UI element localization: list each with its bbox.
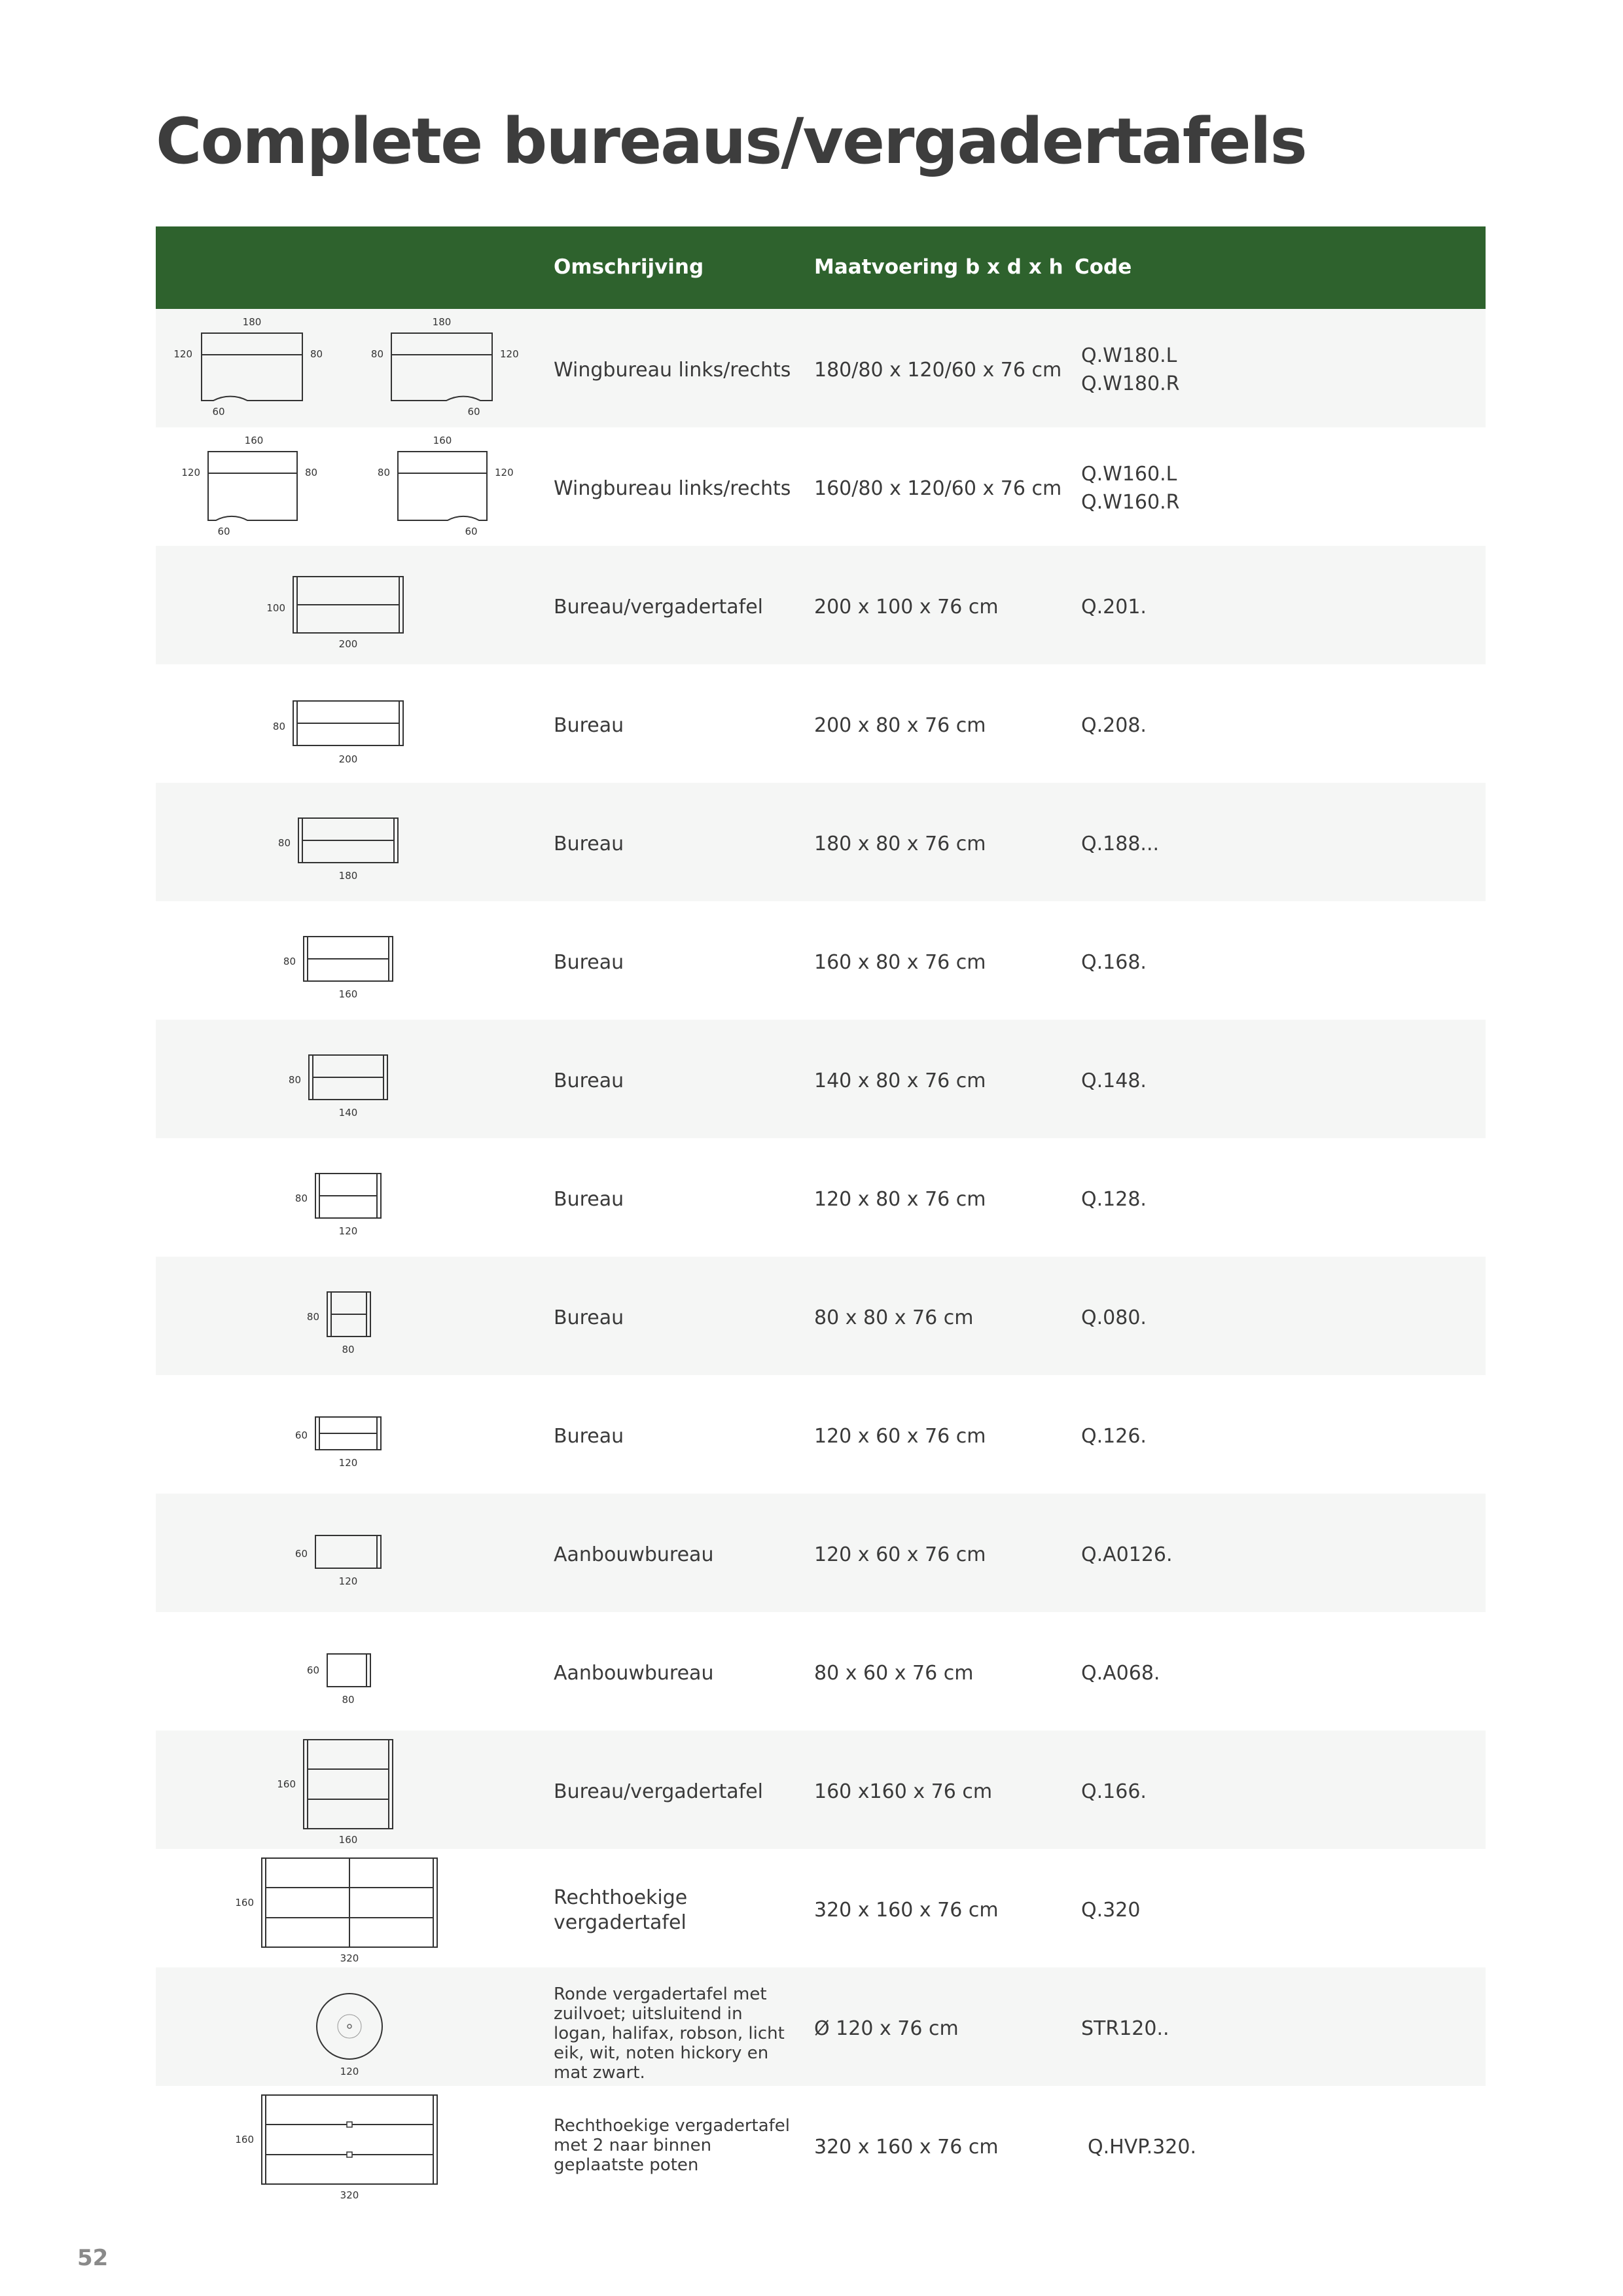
row-code: Q.A068.	[1081, 1662, 1160, 1685]
table-row	[156, 1731, 1486, 1849]
desk-drawing	[156, 1731, 509, 1849]
table-row	[156, 546, 1486, 664]
row-code: Q.W180.L	[1081, 344, 1177, 367]
page-number: 52	[77, 2245, 109, 2271]
dim-label: 120	[338, 1575, 358, 1587]
product-table	[156, 226, 1486, 2204]
dim-label: 80	[277, 837, 291, 849]
row-description: Ronde vergadertafel met zuilvoet; uitsluitend in logan, halifax, robson, licht eik, wit, noten hickory en mat zwart.	[554, 1984, 785, 2083]
dim-label: 60	[212, 406, 225, 418]
table-header	[156, 226, 1486, 309]
table-row	[156, 664, 1486, 783]
row-dimensions: 320 x 160 x 76 cm	[814, 2136, 999, 2159]
dim-label: 80	[283, 956, 296, 967]
dim-label: 320	[340, 1952, 359, 1964]
dim-label: 120	[181, 467, 200, 478]
conference-table-drawing	[156, 2086, 509, 2204]
row-description: Wingbureau links/rechts	[554, 359, 791, 382]
dim-label: 120	[495, 467, 514, 478]
desk-drawing	[156, 1257, 509, 1375]
row-dimensions: 80 x 80 x 76 cm	[814, 1306, 974, 1329]
header-description: Omschrijving	[554, 255, 704, 279]
row-dimensions: 120 x 80 x 76 cm	[814, 1188, 986, 1211]
dim-label: 80	[370, 348, 383, 360]
row-code: Q.A0126.	[1081, 1543, 1173, 1566]
row-dimensions: 120 x 60 x 76 cm	[814, 1543, 986, 1566]
dim-label: 160	[433, 435, 452, 446]
desk-drawing	[156, 1494, 509, 1612]
dim-label: 60	[217, 526, 230, 537]
row-description: Bureau	[554, 1069, 624, 1092]
desk-drawing	[156, 1375, 509, 1494]
row-dimensions: 320 x 160 x 76 cm	[814, 1899, 999, 1922]
desk-drawing	[156, 1020, 509, 1138]
row-code: Q.320	[1081, 1899, 1141, 1922]
row-code: Q.W180.R	[1081, 372, 1180, 395]
row-code: Q.166.	[1081, 1780, 1147, 1803]
table-row	[156, 901, 1486, 1020]
row-description: Wingbureau links/rechts	[554, 477, 791, 500]
dim-label: 80	[294, 1193, 308, 1204]
row-dimensions: 160 x160 x 76 cm	[814, 1780, 993, 1803]
dim-label: 80	[305, 467, 318, 478]
dim-label: 120	[173, 348, 192, 360]
conference-table-drawing	[156, 1849, 509, 1967]
row-code: Q.128.	[1081, 1188, 1147, 1211]
desk-drawing	[156, 783, 509, 901]
row-dimensions: 80 x 60 x 76 cm	[814, 1662, 974, 1685]
table-row	[156, 1494, 1486, 1612]
header-code: Code	[1075, 255, 1132, 279]
dim-label: 180	[338, 870, 358, 882]
dim-label: 160	[338, 1834, 358, 1846]
row-code: Q.080.	[1081, 1306, 1147, 1329]
dim-label: 160	[338, 988, 358, 1000]
dim-label: 80	[310, 348, 323, 360]
table-row	[156, 1967, 1486, 2086]
page-title: Complete bureaus/vergadertafels	[156, 105, 1306, 178]
desk-drawing	[156, 664, 509, 783]
row-code: Q.W160.L	[1081, 463, 1177, 486]
table-row	[156, 1020, 1486, 1138]
row-code: Q.126.	[1081, 1425, 1147, 1448]
row-code: Q.148.	[1081, 1069, 1147, 1092]
row-description: Rechthoekige vergadertafel met 2 naar binnen geplaatste poten	[554, 2116, 791, 2175]
dim-label: 180	[242, 316, 262, 328]
dim-label: 140	[338, 1107, 358, 1119]
wing-desk-drawing	[156, 427, 514, 546]
dim-label: 80	[377, 467, 390, 478]
row-code: Q.208.	[1081, 714, 1147, 737]
table-row	[156, 1257, 1486, 1375]
dim-label: 80	[272, 721, 285, 732]
dim-label: 160	[235, 1897, 254, 1909]
row-code: STR120..	[1081, 2017, 1169, 2040]
dim-label: 60	[294, 1548, 308, 1560]
dim-label: 160	[235, 2134, 254, 2145]
row-description	[554, 1886, 770, 1935]
table-row	[156, 783, 1486, 901]
row-description: Bureau	[554, 1425, 624, 1448]
dim-label: 60	[294, 1429, 308, 1441]
row-description-text: Rechthoekige vergadertafel	[554, 1886, 688, 1934]
desk-drawing	[156, 901, 509, 1020]
row-code: Q.W160.R	[1081, 491, 1180, 514]
row-description: Bureau/vergadertafel	[554, 596, 764, 619]
row-dimensions: 180/80 x 120/60 x 76 cm	[814, 359, 1062, 382]
dim-label: 60	[467, 406, 480, 418]
dim-label: 200	[338, 638, 358, 650]
row-code: Q.HVP.320.	[1088, 2136, 1196, 2159]
row-dimensions: 200 x 100 x 76 cm	[814, 596, 999, 619]
table-row	[156, 1612, 1486, 1731]
row-dimensions: Ø 120 x 76 cm	[814, 2017, 959, 2040]
round-table-drawing	[156, 1967, 509, 2086]
table-row	[156, 1375, 1486, 1494]
dim-label: 120	[500, 348, 519, 360]
dim-label: 180	[432, 316, 452, 328]
dim-label: 80	[342, 1694, 355, 1706]
table-row	[156, 1849, 1486, 1967]
dim-label: 160	[244, 435, 264, 446]
desk-drawing	[156, 1138, 509, 1257]
row-description: Bureau	[554, 714, 624, 737]
desk-drawing	[156, 546, 509, 664]
dim-label: 100	[266, 602, 285, 614]
row-code: Q.201.	[1081, 596, 1147, 619]
dim-label: 120	[338, 1225, 358, 1237]
dim-label: 320	[340, 2189, 359, 2201]
dim-label: 80	[288, 1074, 301, 1086]
table-row	[156, 427, 1486, 546]
table-row	[156, 1138, 1486, 1257]
dim-label: 80	[306, 1311, 319, 1323]
dim-label: 200	[338, 753, 358, 765]
row-dimensions: 160/80 x 120/60 x 76 cm	[814, 477, 1062, 500]
row-code: Q.188...	[1081, 833, 1160, 855]
row-description: Aanbouwbureau	[554, 1662, 714, 1685]
dim-label: 60	[465, 526, 478, 537]
row-dimensions: 120 x 60 x 76 cm	[814, 1425, 986, 1448]
row-description: Bureau/vergadertafel	[554, 1780, 764, 1803]
dim-label: 160	[277, 1778, 296, 1790]
row-code: Q.168.	[1081, 951, 1147, 974]
row-dimensions: 160 x 80 x 76 cm	[814, 951, 986, 974]
row-description: Bureau	[554, 833, 624, 855]
row-description: Bureau	[554, 1188, 624, 1211]
row-description: Bureau	[554, 1306, 624, 1329]
row-dimensions: 140 x 80 x 76 cm	[814, 1069, 986, 1092]
header-dimensions: Maatvoering b x d x h	[814, 255, 1063, 279]
dim-label: 120	[338, 1457, 358, 1469]
row-dimensions: 180 x 80 x 76 cm	[814, 833, 986, 855]
row-description: Aanbouwbureau	[554, 1543, 714, 1566]
wing-desk-drawing	[156, 309, 519, 427]
dim-label: 120	[340, 2066, 359, 2077]
table-row	[156, 2086, 1486, 2204]
table-row	[156, 309, 1486, 427]
dim-label: 80	[342, 1344, 355, 1355]
desk-drawing	[156, 1612, 509, 1731]
dim-label: 60	[306, 1664, 319, 1676]
row-dimensions: 200 x 80 x 76 cm	[814, 714, 986, 737]
row-description: Bureau	[554, 951, 624, 974]
